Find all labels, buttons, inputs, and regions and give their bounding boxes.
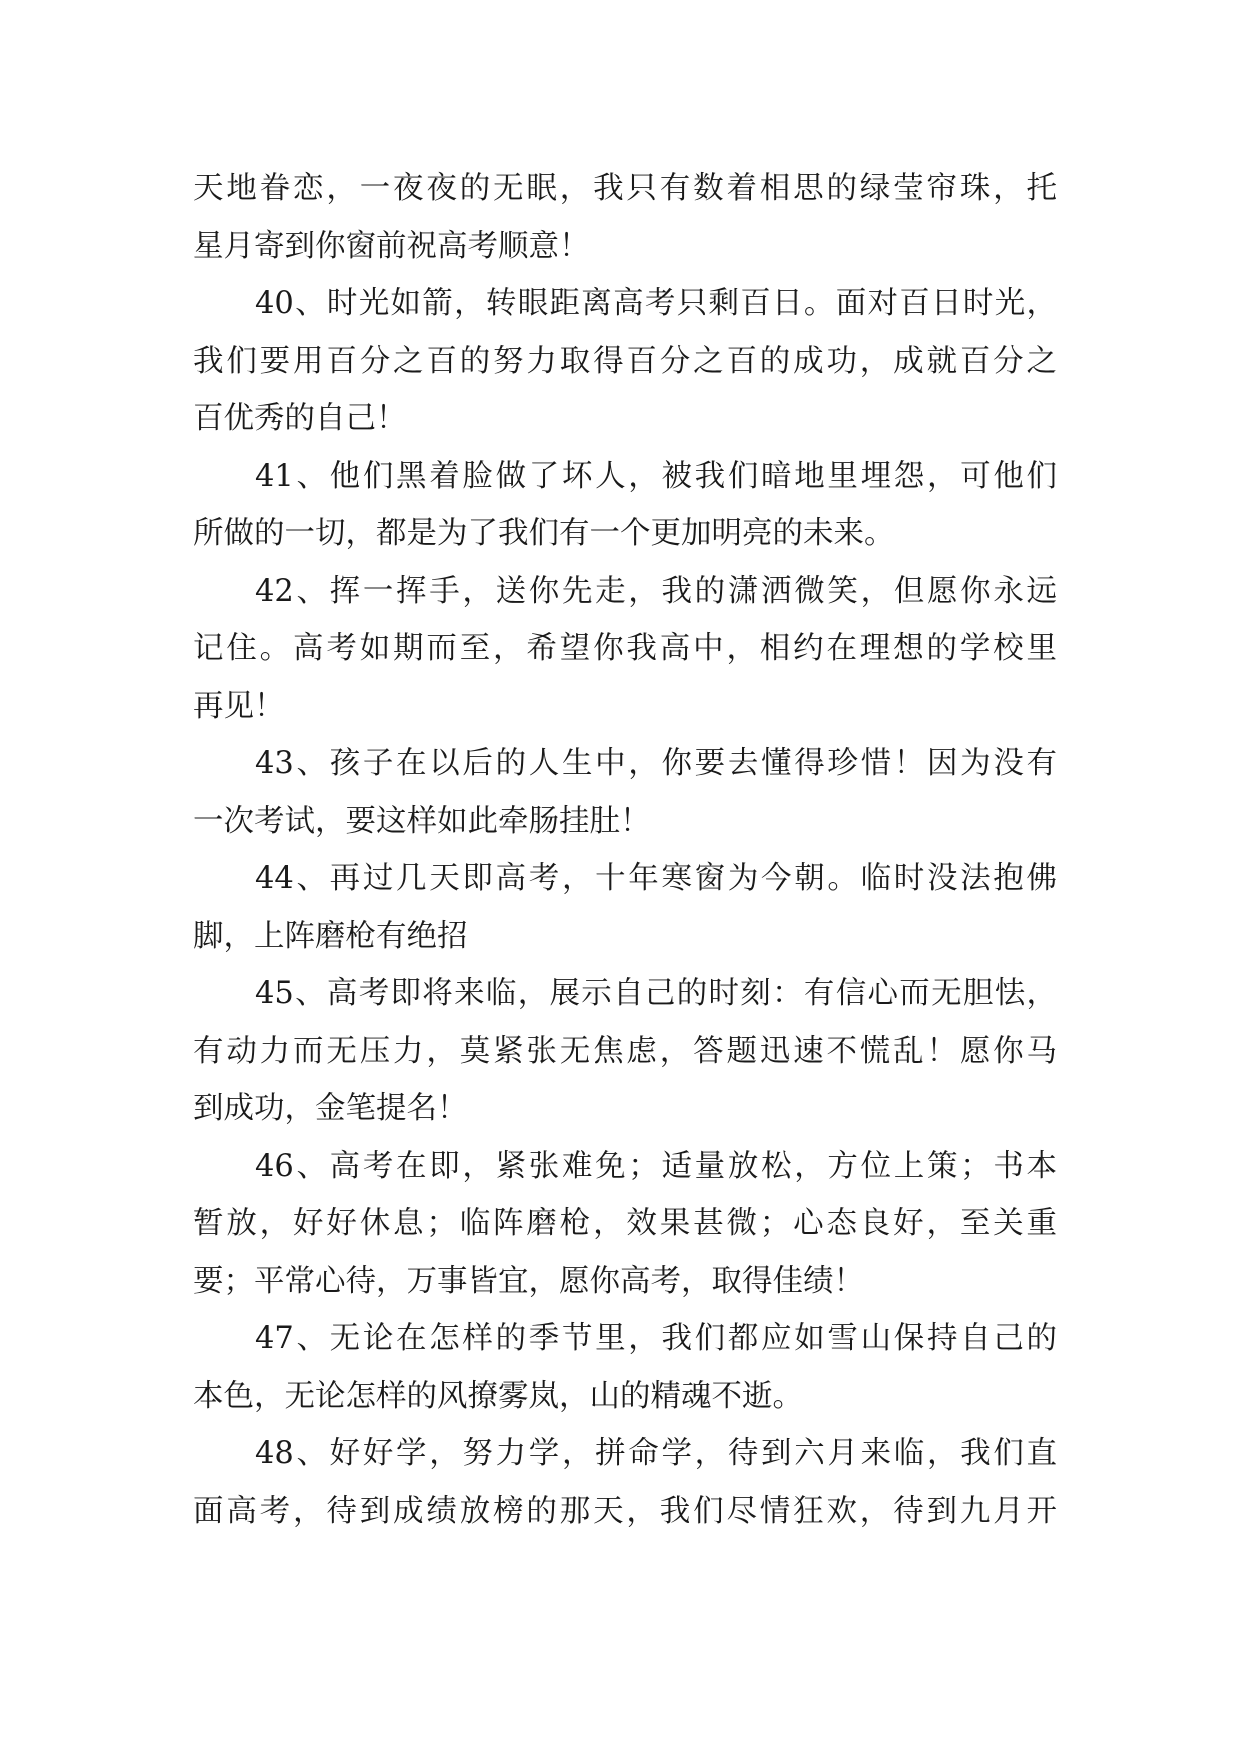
text-line: 记住。高考如期而至，希望你我高中，相约在理想的学校里 bbox=[193, 631, 1057, 666]
paragraph-45 bbox=[193, 965, 1057, 1138]
text-line: 要；平常心待，万事皆宜，愿你高考，取得佳绩！ bbox=[193, 1263, 864, 1299]
text-line: 到成功，金笔提名！ bbox=[193, 1091, 468, 1126]
paragraph-42 bbox=[193, 563, 1057, 736]
text-line: 我们要用百分之百的努力取得百分之百的成功，成就百分之 bbox=[193, 343, 1057, 379]
text-line: 41、他们黑着脸做了坏人，被我们暗地里埋怨，可他们 bbox=[255, 458, 1057, 494]
paragraph-46 bbox=[193, 1138, 1057, 1311]
text-line: 脚，上阵磨枪有绝招 bbox=[193, 918, 468, 954]
document-page bbox=[193, 160, 1057, 1540]
text-line: 暂放，好好休息；临阵磨枪，效果甚微；心态良好，至关重 bbox=[193, 1206, 1057, 1241]
text-line: 一次考试，要这样如此牵肠挂肚！ bbox=[193, 803, 651, 839]
text-line: 48、好好学，努力学，拼命学，待到六月来临，我们直 bbox=[255, 1436, 1057, 1471]
paragraph-48 bbox=[193, 1425, 1057, 1540]
text-line: 47、无论在怎样的季节里，我们都应如雪山保持自己的 bbox=[255, 1321, 1057, 1356]
paragraph-continuation bbox=[193, 160, 1057, 275]
text-line: 面高考，待到成绩放榜的那天，我们尽情狂欢，待到九月开 bbox=[193, 1493, 1057, 1529]
text-line: 再见！ bbox=[193, 688, 285, 724]
paragraph-40 bbox=[193, 275, 1057, 448]
text-line: 百优秀的自己！ bbox=[193, 401, 407, 436]
text-line: 本色，无论怎样的风撩雾岚，山的精魂不逝。 bbox=[193, 1378, 803, 1414]
text-line: 有动力而无压力，莫紧张无焦虑，答题迅速不慌乱！愿你马 bbox=[193, 1033, 1057, 1069]
paragraph-41 bbox=[193, 448, 1057, 563]
paragraph-43 bbox=[193, 735, 1057, 850]
text-line: 43、孩子在以后的人生中，你要去懂得珍惜！因为没有 bbox=[255, 746, 1057, 781]
paragraph-47 bbox=[193, 1310, 1057, 1425]
text-line: 所做的一切，都是为了我们有一个更加明亮的未来。 bbox=[193, 516, 895, 551]
text-line: 40、时光如箭，转眼距离高考只剩百日。面对百日时光， bbox=[255, 286, 1057, 321]
text-line: 46、高考在即，紧张难免；适量放松，方位上策；书本 bbox=[255, 1148, 1057, 1184]
text-line: 天地眷恋，一夜夜的无眠，我只有数着相思的绿莹帘珠，托 bbox=[193, 171, 1057, 206]
text-line: 45、高考即将来临，展示自己的时刻：有信心而无胆怯， bbox=[255, 976, 1057, 1011]
text-line: 42、挥一挥手，送你先走，我的潇洒微笑，但愿你永远 bbox=[255, 573, 1057, 609]
paragraph-44 bbox=[193, 850, 1057, 965]
text-line: 星月寄到你窗前祝高考顺意！ bbox=[193, 228, 590, 264]
text-line: 44、再过几天即高考，十年寒窗为今朝。临时没法抱佛 bbox=[255, 861, 1057, 896]
